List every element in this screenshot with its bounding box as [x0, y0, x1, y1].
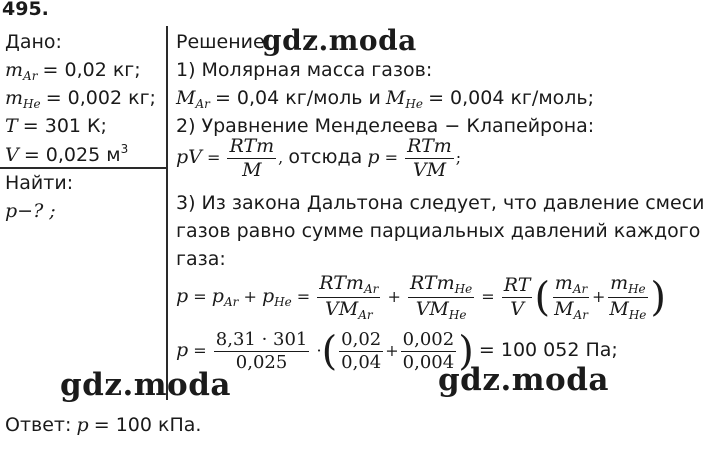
numeric-calculation: p = $\frac{8,31 \cdot 301}{0,025}$ ·( $\frac{0,02}{0,04}$ + $\frac{0,002}{0,004}$ ) = 100 052 Па;	[176, 328, 618, 375]
dalton-formula: $p = p_{Ar} + p_{He}$ = $\frac{RTm_{Ar}}{VM_{Ar}}$ + $\frac{RTm_{He}}{VM_{He}}$ = $\frac{RT}{V}$ ( $\frac{m_{Ar}}{M_{Ar}}$ + $\frac{m_{He}}{M_{He}}$ )	[176, 272, 666, 323]
answer-line: Ответ: p = 100 кПа.	[5, 414, 202, 436]
watermark-top: gdz.moda	[262, 24, 417, 57]
clapeyron-formula: pV = $\frac{\text{RTm}}{M}$ , отсюда p = $\frac{\text{RTm}}{VM}$ ;	[176, 135, 462, 181]
watermark-bottom-right: gdz.moda	[438, 362, 609, 398]
find-target-text: p−? ;	[5, 200, 56, 222]
problem-number: 495.	[2, 0, 49, 20]
given-temperature: T = 301 К;	[5, 115, 107, 137]
given-volume-value: = 0,025 м	[23, 144, 121, 166]
molar-he-value: = 0,004 кг/моль;	[428, 87, 595, 109]
given-m-ar: $m_{Ar} = 0,02$ кг;	[5, 59, 141, 83]
solution-molar-masses: $M_{Ar} = 0,04$ кг/моль и $M_{He} = 0,004$ кг/моль;	[176, 87, 595, 111]
solution-step3-line3: газа:	[176, 248, 226, 270]
horizontal-divider	[0, 167, 166, 169]
solution-title: Решение:	[176, 31, 272, 53]
given-title: Дано:	[5, 31, 62, 53]
calc-denominator-3: 0,004	[402, 351, 455, 373]
calc-denominator-2: 0,04	[341, 351, 382, 373]
given-temperature-value: = 301 К;	[22, 115, 107, 137]
fraction-rtm-m: $\frac{\text{RTm}}{M}$	[229, 135, 275, 181]
find-title: Найти:	[5, 172, 74, 194]
answer-value: = 100 кПа.	[93, 414, 202, 436]
given-m-he: $m_{He} = 0,002$ кг;	[5, 87, 156, 111]
solution-step1: 1) Молярная масса газов:	[176, 59, 433, 81]
fraction-rtm-vm: $\frac{\text{RTm}}{VM}$	[407, 135, 452, 181]
given-m-ar-value: = 0,02 кг;	[42, 59, 141, 81]
given-volume: V = 0,025 $м^3$	[5, 142, 129, 166]
answer-label: Ответ:	[5, 414, 72, 436]
given-volume-exponent: 3	[120, 142, 129, 156]
calc-denominator-1: 0,025	[235, 351, 288, 373]
vertical-divider	[166, 26, 168, 400]
calc-numerator-1: 8,31 · 301	[215, 329, 308, 350]
watermark-bottom-left: gdz.moda	[60, 367, 231, 403]
solution-step2: 2) Уравнение Менделеева − Клапейрона:	[176, 115, 595, 137]
given-m-he-value: = 0,002 кг;	[45, 87, 156, 109]
otsyuda-label: отсюда	[288, 145, 363, 168]
calc-numerator-3: 0,002	[402, 329, 455, 350]
calc-numerator-2: 0,02	[341, 329, 382, 350]
calc-result: = 100 052 Па;	[478, 338, 618, 361]
solution-step3-line1: 3) Из закона Дальтона следует, что давление смеси	[176, 192, 705, 214]
molar-ar-value: = 0,04 кг/моль и	[214, 87, 381, 109]
solution-step3-line2: газов равно сумме парциальных давлений каждого	[176, 220, 701, 242]
find-target	[5, 200, 56, 222]
